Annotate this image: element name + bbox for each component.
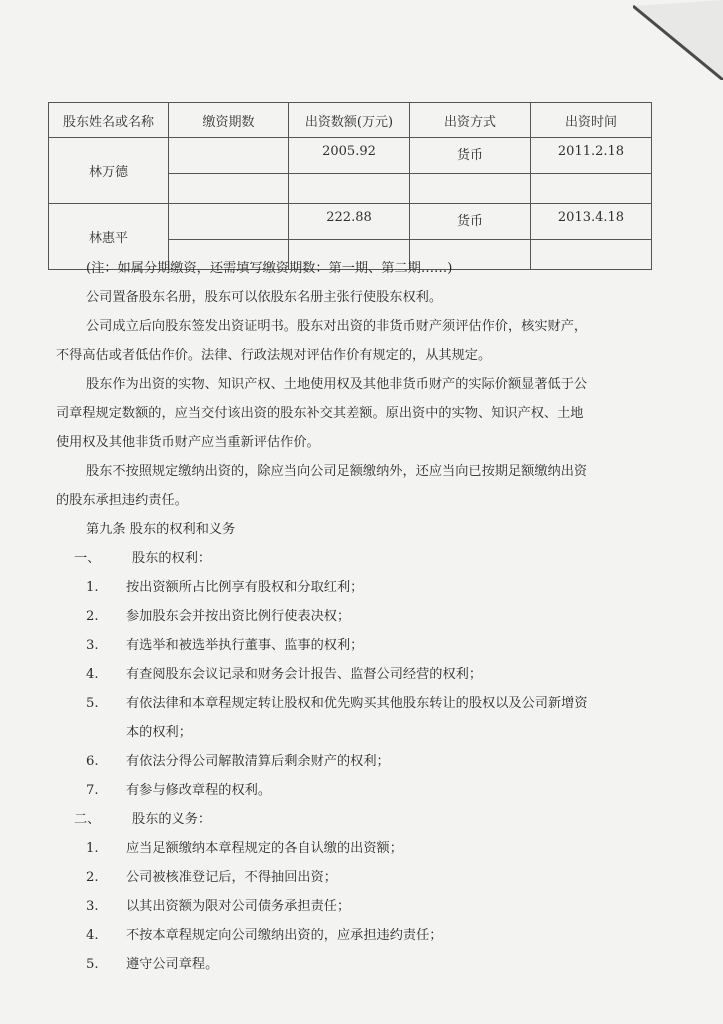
item-number: 3. bbox=[86, 638, 99, 653]
section-label: 二、 bbox=[74, 812, 101, 827]
header-cell-name: 股东姓名或名称 bbox=[49, 103, 169, 138]
document-body bbox=[56, 254, 656, 979]
method-cell: 货币 bbox=[410, 138, 531, 174]
date-cell: 2013.4.18 bbox=[531, 204, 652, 240]
item-number: 4. bbox=[86, 928, 99, 943]
empty-cell bbox=[169, 174, 289, 204]
item-number: 2. bbox=[86, 609, 99, 624]
period-cell bbox=[169, 138, 289, 174]
item-text: 公司被核准登记后，不得抽回出资； bbox=[126, 870, 337, 885]
paragraph-certificate-cont: 不得高估或者低估作价。法律、行政法规对评估作价有规定的，从其规定。 bbox=[56, 348, 492, 363]
item-number: 4. bbox=[86, 667, 99, 682]
item-text: 应当足额缴纳本章程规定的各自认缴的出资额； bbox=[126, 841, 403, 856]
list-item bbox=[56, 689, 656, 718]
section-title: 股东的权利： bbox=[132, 551, 212, 566]
header-cell-period: 缴资期数 bbox=[169, 103, 289, 138]
shareholder-name-cell: 林惠平 bbox=[49, 204, 169, 270]
list-item bbox=[56, 950, 656, 979]
shareholder-table bbox=[48, 102, 652, 270]
amount-cell: 222.88 bbox=[289, 204, 410, 240]
list-item bbox=[56, 660, 656, 689]
section-title: 股东的义务： bbox=[132, 812, 212, 827]
header-cell-amount: 出资数额(万元) bbox=[289, 103, 410, 138]
shareholder-name-cell: 林万德 bbox=[49, 138, 169, 204]
item-number: 6. bbox=[86, 754, 99, 769]
list-item bbox=[56, 834, 656, 863]
rights-heading bbox=[56, 544, 656, 573]
item-number: 1. bbox=[86, 841, 99, 856]
article-heading: 第九条 股东的权利和义务 bbox=[86, 522, 236, 537]
item-text: 按出资额所占比例享有股权和分取红利； bbox=[126, 580, 364, 595]
header-cell-method: 出资方式 bbox=[410, 103, 531, 138]
section-label: 一、 bbox=[74, 551, 101, 566]
list-item bbox=[56, 602, 656, 631]
list-item bbox=[56, 921, 656, 950]
paragraph-certificate: 公司成立后向股东签发出资证明书。股东对出资的非货币财产须评估作价，核实财产， bbox=[86, 319, 588, 334]
empty-cell bbox=[289, 174, 410, 204]
paragraph-default: 股东不按照规定缴纳出资的，除应当向公司足额缴纳外，还应当向已按期足额缴纳出资 bbox=[86, 464, 588, 479]
item-text: 参加股东会并按出资比例行使表决权； bbox=[126, 609, 351, 624]
paragraph-register: 公司置备股东名册，股东可以依股东名册主张行使股东权利。 bbox=[86, 290, 443, 305]
list-item bbox=[56, 863, 656, 892]
paragraph-noncash: 股东作为出资的实物、知识产权、土地使用权及其他非货币财产的实际价额显著低于公 bbox=[86, 377, 588, 392]
item-number: 3. bbox=[86, 899, 99, 914]
list-item bbox=[56, 776, 656, 805]
empty-cell bbox=[410, 174, 531, 204]
item-text: 遵守公司章程。 bbox=[126, 957, 219, 972]
table-header-row bbox=[49, 103, 652, 138]
item-text: 有选举和被选举执行董事、监事的权利； bbox=[126, 638, 364, 653]
list-item bbox=[56, 747, 656, 776]
empty-cell bbox=[531, 174, 652, 204]
table-note: (注：如属分期缴资，还需填写缴资期数：第一期、第二期……) bbox=[86, 261, 453, 276]
item-number: 2. bbox=[86, 870, 99, 885]
amount-cell: 2005.92 bbox=[289, 138, 410, 174]
item-text: 以其出资额为限对公司债务承担责任； bbox=[126, 899, 351, 914]
period-cell bbox=[169, 204, 289, 240]
item-number: 7. bbox=[86, 783, 99, 798]
table-row bbox=[49, 138, 652, 174]
folded-corner-mark bbox=[633, 0, 723, 80]
item-text: 有依法律和本章程规定转让股权和优先购买其他股东转让的股权以及公司新增资 bbox=[126, 696, 588, 711]
item-text: 不按本章程规定向公司缴纳出资的，应承担违约责任； bbox=[126, 928, 443, 943]
method-cell: 货币 bbox=[410, 204, 531, 240]
list-item bbox=[56, 892, 656, 921]
list-item bbox=[56, 631, 656, 660]
item-number: 5. bbox=[86, 696, 99, 711]
list-item-cont: 本的权利； bbox=[126, 725, 192, 740]
paragraph-noncash-cont: 司章程规定数额的，应当交付该出资的股东补交其差额。原出资中的实物、知识产权、土地 bbox=[56, 406, 584, 421]
item-text: 有依法分得公司解散清算后剩余财产的权利； bbox=[126, 754, 390, 769]
duties-heading bbox=[56, 805, 656, 834]
date-cell: 2011.2.18 bbox=[531, 138, 652, 174]
header-cell-date: 出资时间 bbox=[531, 103, 652, 138]
list-item bbox=[56, 573, 656, 602]
paragraph-default-cont: 的股东承担违约责任。 bbox=[56, 493, 188, 508]
item-text: 有参与修改章程的权利。 bbox=[126, 783, 272, 798]
item-text: 有查阅股东会议记录和财务会计报告、监督公司经营的权利； bbox=[126, 667, 483, 682]
table-row bbox=[49, 204, 652, 240]
item-number: 5. bbox=[86, 957, 99, 972]
item-number: 1. bbox=[86, 580, 99, 595]
paragraph-noncash-cont: 使用权及其他非货币财产应当重新评估作价。 bbox=[56, 435, 320, 450]
